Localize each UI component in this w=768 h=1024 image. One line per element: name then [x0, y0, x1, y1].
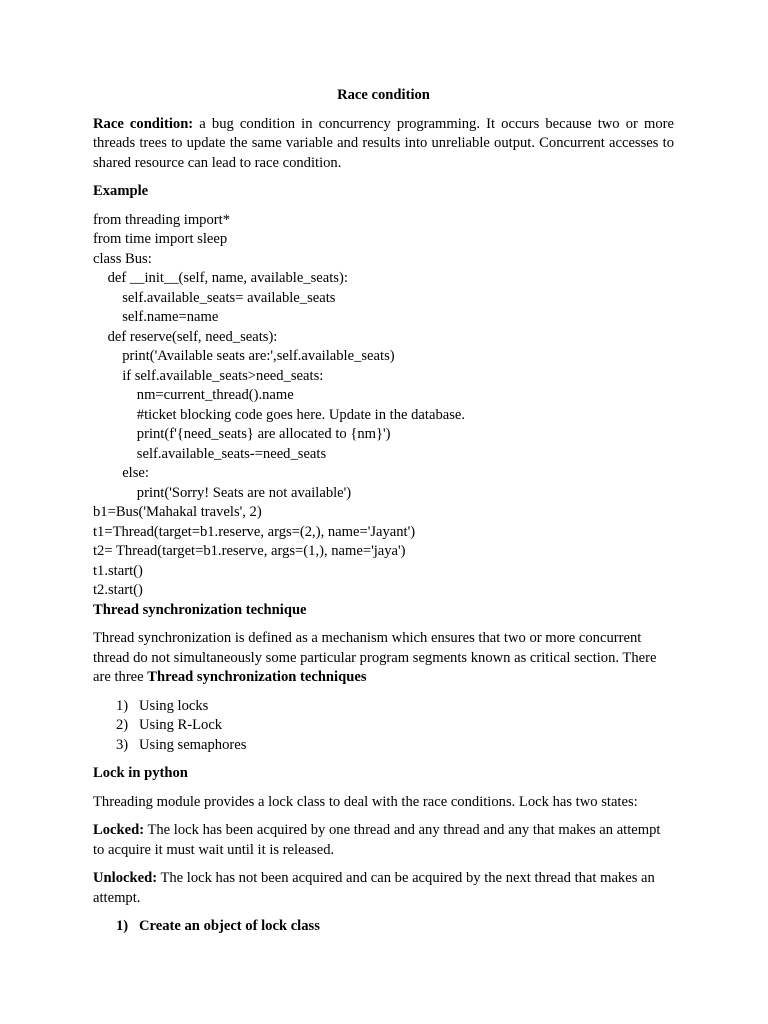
- list-item: [93, 917, 674, 937]
- list-item-label: Using R-Lock: [139, 717, 223, 733]
- code-line: if self.available_seats>need_seats:: [93, 367, 324, 384]
- code-line: print(f'{need_seats} are allocated to {nm}'): [93, 426, 391, 442]
- list-item: [93, 736, 674, 756]
- document-title: Race condition: [337, 87, 430, 103]
- locked-term: Locked:: [93, 822, 145, 838]
- list-item: [93, 697, 674, 717]
- unlocked-paragraph: [93, 869, 674, 908]
- code-line: nm=current_thread().name: [93, 387, 294, 403]
- lock-heading: Lock in python: [93, 765, 188, 781]
- code-line: self.available_seats= available_seats: [93, 289, 336, 306]
- code-line: class Bus:: [93, 250, 152, 267]
- code-line: from time import sleep: [93, 231, 228, 247]
- sync-paragraph: [93, 629, 674, 688]
- sync-text: Thread synchronization is defined as a mechanism which ensures that two or more concurrent thread do not simultaneously some particular program segments known as critical section. There are three: [93, 630, 657, 685]
- code-line: b1=Bus('Mahakal travels', 2): [93, 504, 262, 520]
- example-heading: Example: [93, 183, 149, 199]
- code-line: from threading import*: [93, 211, 230, 228]
- intro-paragraph: [93, 115, 674, 174]
- locked-text: The lock has been acquired by one thread and any thread and any that makes an attempt to acquire it must wait until it is released.: [93, 822, 661, 858]
- code-line: t1=Thread(target=b1.reserve, args=(2,), name='Jayant'): [93, 523, 416, 540]
- code-line: self.available_seats-=need_seats: [93, 445, 327, 462]
- code-line: print('Sorry! Seats are not available'): [93, 484, 352, 501]
- list-item-label: Using semaphores: [139, 736, 247, 753]
- code-line: #ticket blocking code goes here. Update in the database.: [93, 406, 466, 423]
- code-line: else:: [93, 465, 149, 481]
- intro-term: Race condition:: [93, 115, 194, 132]
- unlocked-text: The lock has not been acquired and can be acquired by the next thread that makes an attempt.: [93, 870, 655, 906]
- list-item-number: 1): [116, 918, 129, 934]
- code-line: t2.start(): [93, 582, 143, 598]
- code-line: def __init__(self, name, available_seats):: [93, 270, 348, 286]
- code-line: t1.start(): [93, 562, 143, 579]
- list-item-number: 3): [116, 736, 129, 753]
- code-block: [93, 211, 674, 601]
- unlocked-term: Unlocked:: [93, 870, 158, 886]
- code-line: def reserve(self, need_seats):: [93, 328, 278, 345]
- locked-paragraph: [93, 821, 674, 860]
- list-item-label: Create an object of lock class: [139, 918, 320, 934]
- list-item-number: 2): [116, 717, 129, 733]
- list-item-number: 1): [116, 697, 129, 714]
- document-page: [93, 86, 674, 946]
- list-item-label: Using locks: [139, 697, 209, 714]
- code-line: t2= Thread(target=b1.reserve, args=(1,), name='jaya'): [93, 543, 406, 559]
- intro-text: a bug condition in concurrency programming. It occurs because two or more threads trees to update the same variable and results into unreliable output. Concurrent accesses to shared resource can lead to race condition.: [93, 115, 674, 171]
- code-line: self.name=name: [93, 309, 219, 325]
- code-line: print('Available seats are:',self.available_seats): [93, 348, 395, 364]
- sync-bold-text: Thread synchronization techniques: [147, 669, 367, 685]
- lock-paragraph: Threading module provides a lock class to deal with the race conditions. Lock has two states:: [93, 793, 638, 810]
- lock-steps-list: [93, 917, 674, 937]
- list-item: [93, 716, 674, 736]
- sync-techniques-list: [93, 697, 674, 756]
- sync-heading: Thread synchronization technique: [93, 601, 307, 618]
